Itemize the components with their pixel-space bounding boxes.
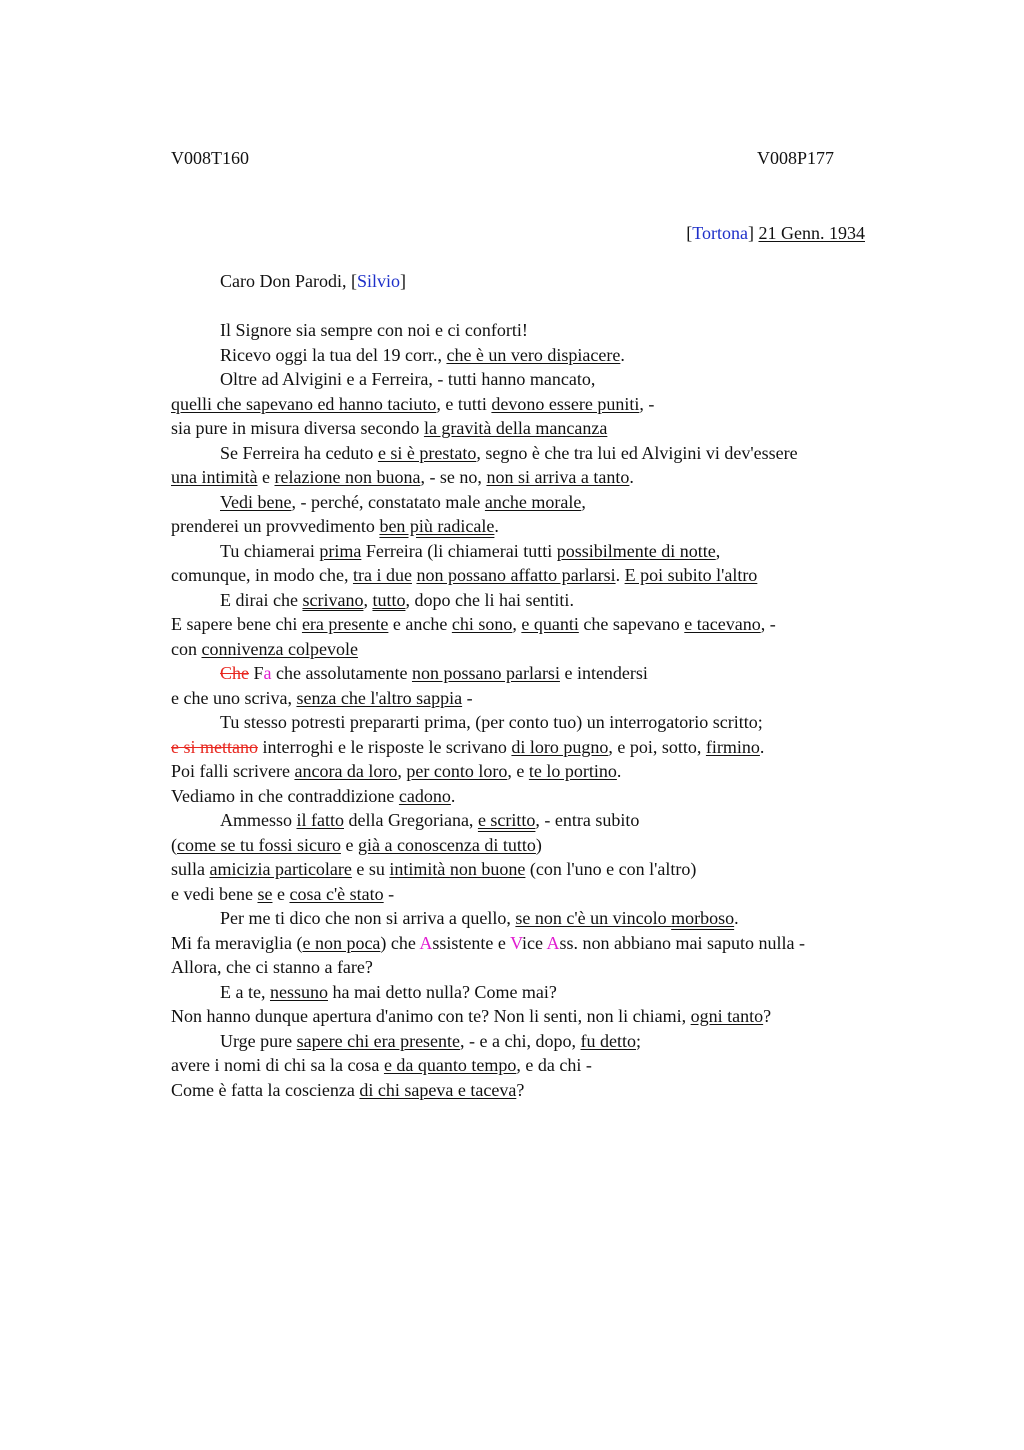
text-segment: E a te, [220,981,270,1002]
text-segment: . [450,785,456,806]
text-segment: , - se no, [420,467,487,487]
underlined-text: di chi sapeva e taceva [359,1079,517,1100]
underlined-text: connivenza colpevole [201,638,358,659]
underlined-text: firmino [705,736,760,757]
text-segment: e anche [388,614,452,634]
deleted-text: e si mettano [171,736,258,757]
text-line [171,416,931,441]
text-segment: . [494,516,499,536]
underlined-text: te lo portino [528,761,617,781]
text-line [171,514,931,539]
text-segment: ss. non abbiano mai saputo nulla - [559,932,805,953]
underlined-text: cosa c'è stato [289,883,384,904]
underlined-text: non possano affatto parlarsi [416,565,616,585]
text-line [171,882,931,907]
text-segment: e su [351,859,390,879]
text-segment: Allora, che ci stanno a fare? [171,957,373,977]
text-segment: ice [522,932,547,953]
double-underlined-text: morboso [671,908,735,928]
text-segment: Se Ferreira ha ceduto [220,442,378,463]
text-line [171,735,931,760]
text-segment: E sapere bene chi [171,614,302,634]
text-line [171,1004,931,1029]
text-segment: , e [507,761,529,781]
text-segment: e intendersi [559,663,648,683]
underlined-text: fu detto [580,1030,637,1051]
underlined-text: intimità non buone [389,859,526,879]
salutation-text: Caro Don Parodi, [220,271,351,291]
letter-date: 21 Genn. 1934 [758,223,865,243]
text-segment: Oltre ad Alvigini e a Ferreira, - tutti hanno mancato, [220,369,596,389]
text-segment: sulla [171,859,210,879]
underlined-text: ancora da loro [294,761,398,781]
underlined-text: e non poca [302,932,381,953]
underlined-text: ogni tanto [690,1006,764,1026]
underlined-text: già a conoscenza di tutto [357,834,536,855]
text-line [171,490,931,515]
text-segment: sia pure in misura diversa secondo [171,418,424,438]
text-segment: e [340,834,358,855]
text-segment: e [272,883,290,904]
text-segment: , - perché, constatato male [291,491,485,512]
text-segment: . [616,761,622,781]
correction-text: A [546,932,560,953]
text-segment: Tu stesso potresti prepararti prima, (per conto tuo) un interrogatorio scritto; [220,712,763,732]
text-segment: , - e a chi, dopo, [460,1030,581,1051]
bracket: [ [350,271,357,291]
text-line [171,955,931,980]
underlined-text: sapere chi era presente [296,1030,461,1051]
text-segment: e vedi bene [171,883,258,904]
underlined-text: nessuno [269,981,328,1002]
text-segment: (con l'uno e con l'altro) [525,859,697,879]
text-segment: Come è fatta la coscienza [171,1079,360,1100]
text-segment: ) [535,834,542,855]
text-line [171,686,931,711]
text-line [171,637,931,662]
underlined-text: cadono [398,785,451,806]
text-line [171,539,931,564]
text-segment: ) che [380,932,420,953]
underlined-text: e quanti [521,614,579,634]
text-segment: , [512,614,522,634]
text-segment: . [759,736,765,757]
underlined-text: che è un vero dispiacere [446,344,621,365]
text-segment: , [581,491,586,512]
underlined-text: non possano parlarsi [411,663,560,683]
text-segment: Ammesso [220,810,297,830]
dateline [686,222,865,244]
text-line [171,367,931,392]
underlined-text: e si è prestato [377,442,477,463]
document-code-right: V008P177 [757,148,835,168]
text-segment: Ferreira (li chiamerai tutti [361,540,557,561]
text-segment: F [249,663,264,683]
text-line [171,343,931,368]
text-segment: , [363,589,373,610]
text-line [171,563,931,588]
text-segment: Ricevo oggi la tua del 19 corr., [220,344,447,365]
underlined-text: una intimità [171,467,258,487]
text-segment: . [734,908,739,928]
text-segment: Urge pure [220,1030,297,1051]
text-line [171,931,931,956]
text-line [171,392,931,417]
correction-text: V [510,932,522,953]
underlined-text: possibilmente di notte [556,540,716,561]
text-segment: della Gregoriana, [344,810,478,830]
text-segment: , [715,540,721,561]
text-segment: avere i nomi di chi sa la cosa [171,1055,384,1075]
text-line [171,784,931,809]
double-underlined-text: scrivano [302,589,364,610]
text-segment: Tu chiamerai [220,540,320,561]
text-line [171,906,931,931]
text-line [171,710,931,735]
text-segment: con [171,638,202,659]
double-underlined-text: tutto [372,589,406,610]
text-segment: , - [760,614,776,634]
text-segment: . [615,565,625,585]
double-underlined-text: ben più radicale [379,516,495,536]
text-line [171,588,931,613]
text-line [171,1029,931,1054]
text-line [171,465,931,490]
document-code-left: V008T160 [171,148,249,168]
text-segment: , segno è che tra lui ed Alvigini vi dev'essere [476,442,798,463]
place-name: Tortona [692,223,748,243]
salutation [220,270,406,292]
underlined-text: se non c'è un vincolo [515,908,672,928]
bracket: ] [400,271,406,291]
text-segment: , [397,761,407,781]
underlined-text: senza che l'altro sappia [296,687,463,708]
text-segment: che assolutamente [271,663,412,683]
text-segment: Mi fa meraviglia ( [171,932,303,953]
text-line [171,833,931,858]
underlined-text: e tacevano [684,614,761,634]
text-segment: e [257,467,275,487]
text-segment: interroghi e le risposte le scrivano [257,736,512,757]
recipient-first-name: Silvio [356,271,400,291]
text-segment: ? [763,1006,772,1026]
text-line [171,612,931,637]
text-segment: ssistente e [432,932,511,953]
text-segment: . [629,467,634,487]
underlined-text: chi sono [451,614,513,634]
text-segment: ( [171,834,177,855]
text-segment: E dirai che [220,589,303,610]
underlined-text: quelli che sapevano ed hanno taciuto [171,393,437,414]
text-line [171,441,931,466]
text-line [171,980,931,1005]
underlined-text: relazione non buona [274,467,421,487]
text-segment: , e poi, sotto, [608,736,706,757]
text-segment: , dopo che li hai sentiti. [405,589,574,610]
correction-text: a [263,663,272,683]
underlined-text: Vedi bene [220,491,292,512]
underlined-text: la gravità della mancanza [423,418,608,438]
underlined-text: per conto loro [406,761,508,781]
text-line [171,857,931,882]
bracket: ] [748,223,754,243]
text-segment: ; [636,1030,642,1051]
text-segment: Poi falli scrivere [171,761,295,781]
text-segment: che sapevano [578,614,685,634]
text-segment: , e tutti [436,393,492,414]
text-segment: - [383,883,395,904]
bracket: [ [686,223,693,243]
text-segment: Per me ti dico che non si arriva a quello, [220,908,516,928]
underlined-text: come se tu fossi sicuro [177,834,341,855]
underlined-text: tra i due [352,565,412,585]
underlined-text: se [257,883,273,904]
text-segment: e che uno scriva, [171,687,297,708]
underlined-text: amicizia particolare [209,859,352,879]
text-line [171,1053,931,1078]
text-line [171,661,931,686]
underlined-text: anche morale [484,491,582,512]
text-segment: - [462,687,473,708]
text-segment: , - [639,393,655,414]
underlined-text: il fatto [296,810,344,830]
letter-body [171,318,931,1102]
double-underlined-text: e scritto [477,810,536,830]
text-segment: ? [516,1079,525,1100]
text-segment: . [620,344,625,365]
underlined-text: di loro pugno [511,736,609,757]
text-line [171,318,931,343]
text-segment: , - entra subito [535,810,640,830]
deleted-text: Che [220,663,249,683]
correction-text: A [419,932,433,953]
text-segment: prenderei un provvedimento [171,516,380,536]
text-line [171,1078,931,1103]
underlined-text: era presente [301,614,389,634]
text-segment: Non hanno dunque apertura d'animo con te? Non li senti, non li chiami, [171,1006,691,1026]
underlined-text: e da quanto tempo [383,1055,517,1075]
text-segment: comunque, in modo che, [171,565,353,585]
text-segment: , e da chi - [516,1055,592,1075]
underlined-text: non si arriva a tanto [486,467,630,487]
text-line [171,808,931,833]
underlined-text: E poi subito l'altro [624,565,758,585]
text-line [171,759,931,784]
text-segment: ha mai detto nulla? Come mai? [327,981,557,1002]
text-segment: Il Signore sia sempre con noi e ci conforti! [220,320,528,340]
underlined-text: devono essere puniti [491,393,640,414]
text-segment: Vediamo in che contraddizione [171,785,399,806]
underlined-text: prima [319,540,362,561]
